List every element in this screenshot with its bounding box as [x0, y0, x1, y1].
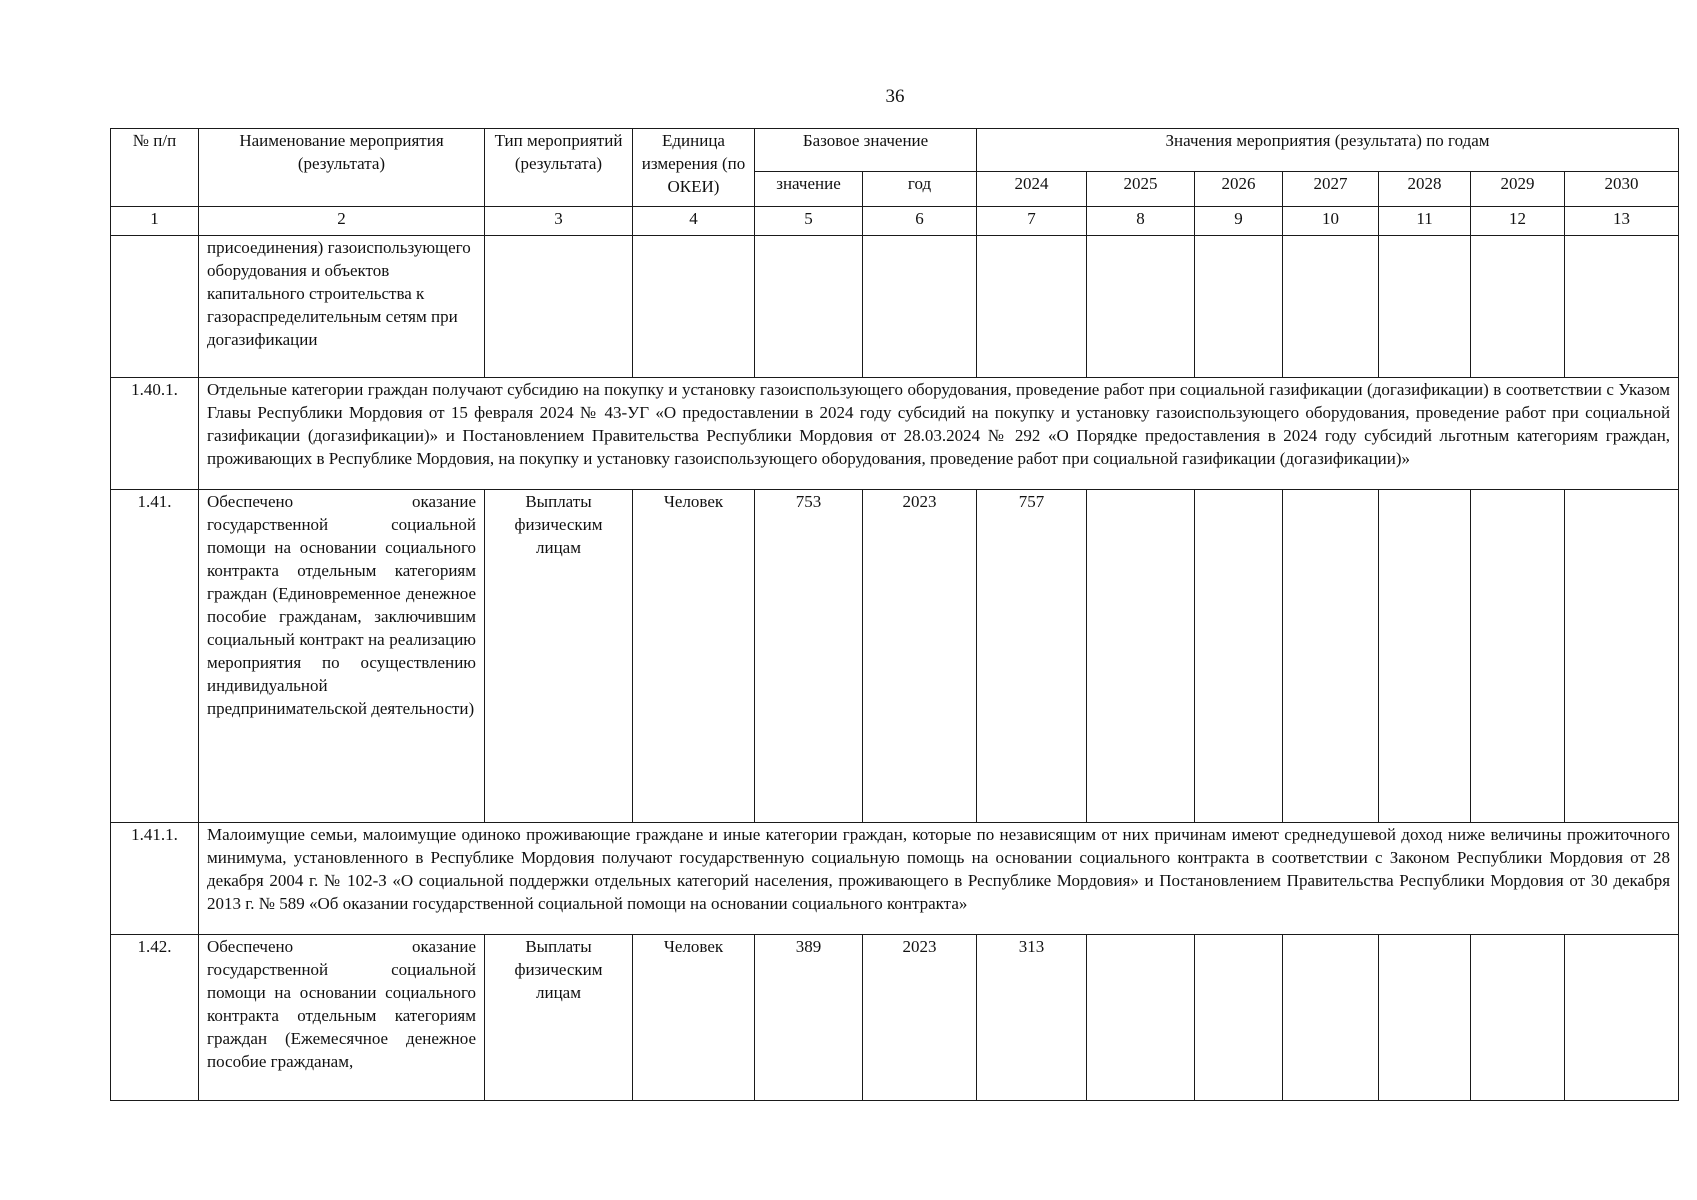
column-index: 8 [1087, 207, 1195, 236]
header-year-2026: 2026 [1195, 172, 1283, 207]
header-year-2024: 2024 [977, 172, 1087, 207]
header-base: Базовое значение [755, 129, 977, 172]
table-row-1-42 [111, 935, 1679, 1101]
header-row-1 [111, 129, 1679, 172]
table-row-1-41-1 [111, 823, 1679, 935]
column-index: 12 [1471, 207, 1565, 236]
row-cell [1283, 236, 1379, 378]
column-index: 3 [485, 207, 633, 236]
column-index: 9 [1195, 207, 1283, 236]
row-cell [755, 236, 863, 378]
row-type: Выплаты физическим лицам [485, 490, 633, 823]
column-index-row [111, 207, 1679, 236]
column-index: 1 [111, 207, 199, 236]
row-value-2029 [1471, 490, 1565, 823]
header-year-2027: 2027 [1283, 172, 1379, 207]
table-row-1-41 [111, 490, 1679, 823]
row-value-2030 [1565, 490, 1679, 823]
column-index: 10 [1283, 207, 1379, 236]
header-years: Значения мероприятия (результата) по годам [977, 129, 1679, 172]
row-value-2024: 757 [977, 490, 1087, 823]
row-name: присоединения) газоиспользующего оборудования и объектов капитального строительства к газораспределительным сетям при догазификации [199, 236, 485, 378]
row-type: Выплаты физическим лицам [485, 935, 633, 1101]
row-num: 1.42. [111, 935, 199, 1101]
column-index: 6 [863, 207, 977, 236]
header-base-value: значение [755, 172, 863, 207]
row-value-2027 [1283, 490, 1379, 823]
row-value-2028 [1379, 490, 1471, 823]
row-cell [977, 236, 1087, 378]
row-unit: Человек [633, 935, 755, 1101]
row-description: Малоимущие семьи, малоимущие одиноко проживающие граждане и иные категории граждан, которые по независящим от них причинам имеют среднедушевой доход ниже величины прожиточного минимума, установленного в Республике Мордовия получают государственную социальную помощь на основании социального контракта в соответствии с Законом Республики Мордовия от 28 декабря 2004 г. № 102-З «О социальной поддержки отдельных категорий населения, проживающего в Республике Мордовия» и Постановлением Правительства Республики Мордовия от 30 декабря 2013 г. № 589 «Об оказании государственной социальной помощи на основании социального контракта» [199, 823, 1679, 935]
row-value-2029 [1471, 935, 1565, 1101]
row-value-2026 [1195, 490, 1283, 823]
row-base-year: 2023 [863, 935, 977, 1101]
row-value-2028 [1379, 935, 1471, 1101]
row-value-2025 [1087, 935, 1195, 1101]
column-index: 5 [755, 207, 863, 236]
row-num: 1.40.1. [111, 378, 199, 490]
header-year-2028: 2028 [1379, 172, 1471, 207]
header-base-year: год [863, 172, 977, 207]
row-value-2026 [1195, 935, 1283, 1101]
row-base-value: 389 [755, 935, 863, 1101]
header-unit: Единица измерения (по ОКЕИ) [633, 129, 755, 207]
header-year-2030: 2030 [1565, 172, 1679, 207]
header-year-2025: 2025 [1087, 172, 1195, 207]
row-cell [863, 236, 977, 378]
row-num [111, 236, 199, 378]
row-unit: Человек [633, 490, 755, 823]
row-value-2024: 313 [977, 935, 1087, 1101]
column-index: 2 [199, 207, 485, 236]
row-cell [1195, 236, 1283, 378]
table-row-1-40-1 [111, 378, 1679, 490]
row-value-2025 [1087, 490, 1195, 823]
row-name: Обеспечено оказание государственной социальной помощи на основании социального контракта отдельным категориям граждан (Единовременное денежное пособие гражданам, заключившим социальный контракт на реализацию мероприятия по осуществлению индивидуальной предпринимательской деятельности) [199, 490, 485, 823]
row-cell [633, 236, 755, 378]
measures-table [110, 128, 1679, 1101]
column-index: 11 [1379, 207, 1471, 236]
row-value-2030 [1565, 935, 1679, 1101]
row-cell [1565, 236, 1679, 378]
row-num: 1.41. [111, 490, 199, 823]
row-value-2027 [1283, 935, 1379, 1101]
row-cell [1471, 236, 1565, 378]
header-type: Тип мероприятий (результата) [485, 129, 633, 207]
row-cell [485, 236, 633, 378]
row-cell [1379, 236, 1471, 378]
row-num: 1.41.1. [111, 823, 199, 935]
column-index: 7 [977, 207, 1087, 236]
row-cell [1087, 236, 1195, 378]
table-row-continuation [111, 236, 1679, 378]
column-index: 4 [633, 207, 755, 236]
header-year-2029: 2029 [1471, 172, 1565, 207]
header-name: Наименование мероприятия (результата) [199, 129, 485, 207]
row-name: Обеспечено оказание государственной социальной помощи на основании социального контракта отдельным категориям граждан (Ежемесячное денежное пособие гражданам, [199, 935, 485, 1101]
row-base-value: 753 [755, 490, 863, 823]
row-base-year: 2023 [863, 490, 977, 823]
column-index: 13 [1565, 207, 1679, 236]
row-description: Отдельные категории граждан получают субсидию на покупку и установку газоиспользующего оборудования, проведение работ при социальной газификации (догазификации) в соответствии с Указом Главы Республики Мордовия от 15 февраля 2024 № 43-УГ «О предоставлении в 2024 году субсидий на покупку и установку газоиспользующего оборудования, проведение работ при социальной газификации (догазификации)» и Постановлением Правительства Республики Мордовия от 28.03.2024 № 292 «О Порядке предоставления в 2024 году субсидий льготным категориям граждан, проживающих в Республике Мордовия, на покупку и установку газоиспользующего оборудования, проведение работ при социальной газификации (догазификации)» [199, 378, 1679, 490]
page-number: 36 [885, 86, 905, 107]
header-num: № п/п [111, 129, 199, 207]
